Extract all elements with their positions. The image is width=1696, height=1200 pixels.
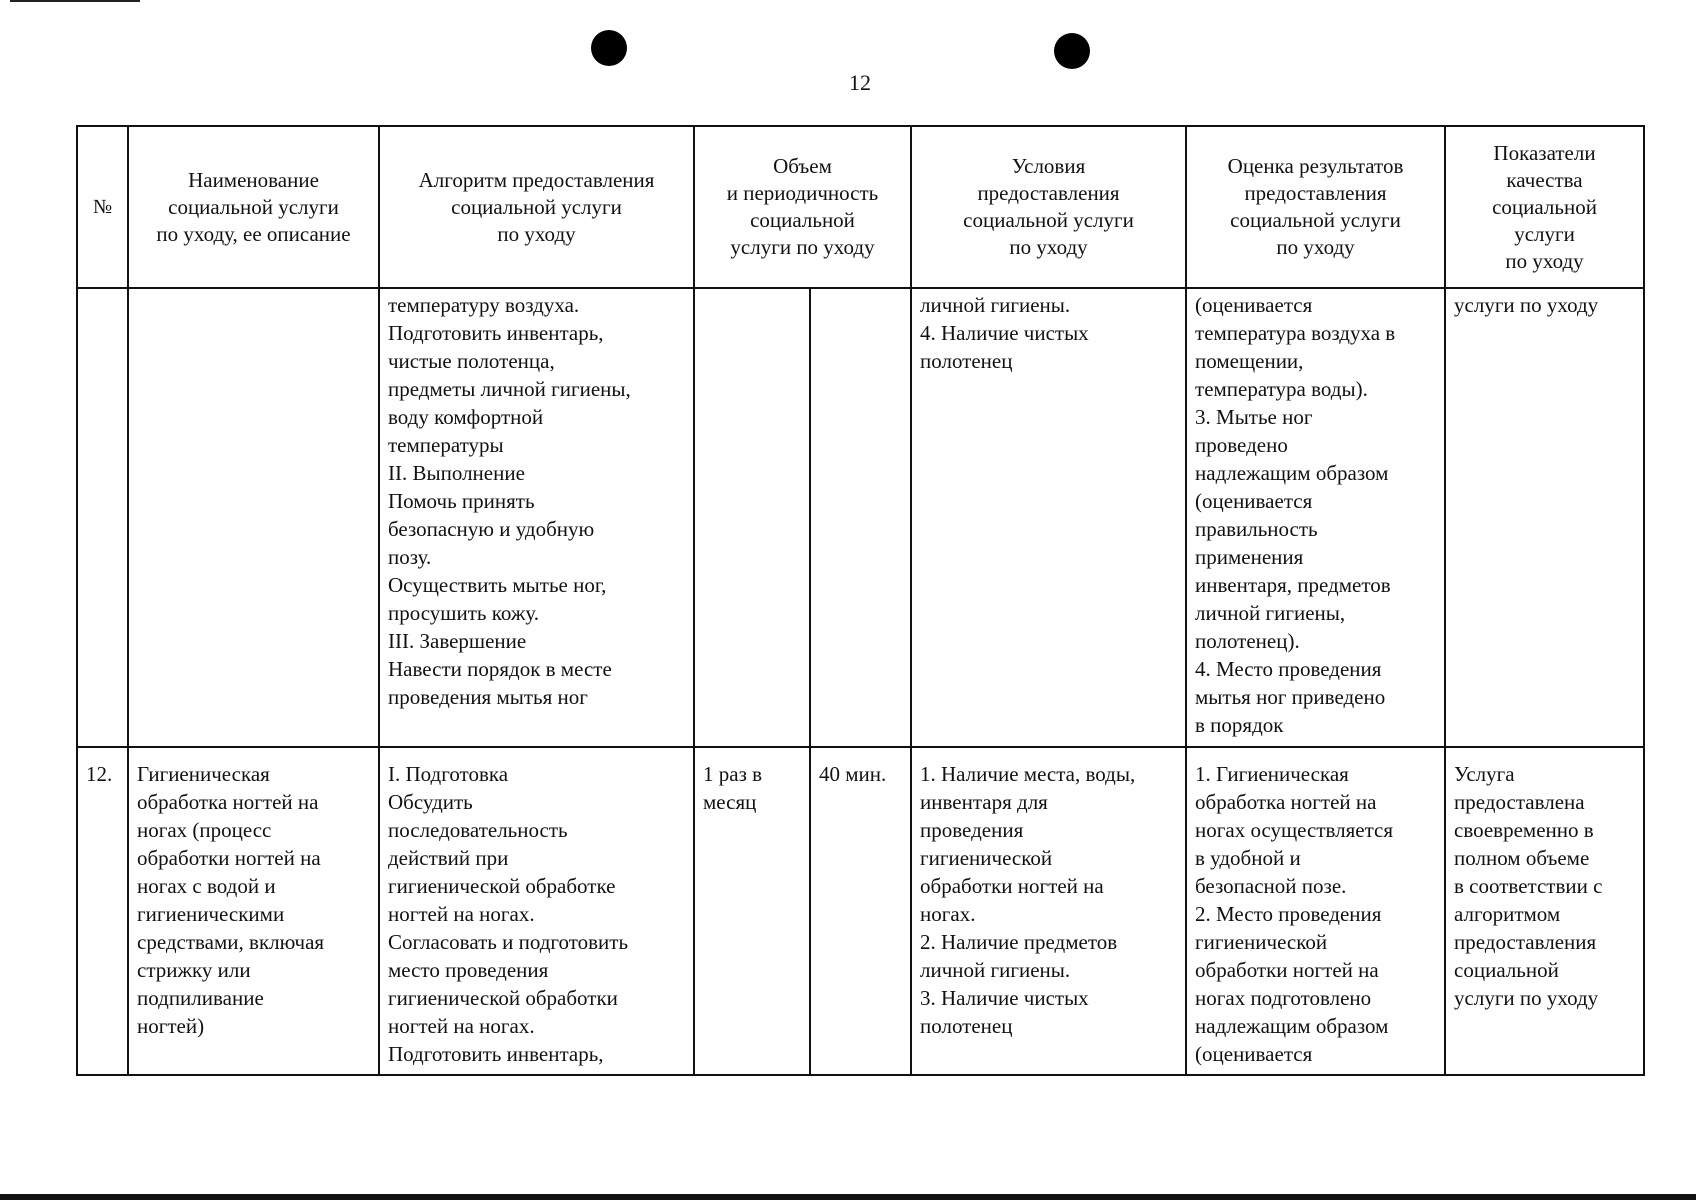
header-algorithm: Алгоритм предоставления социальной услуги по уходу bbox=[379, 126, 694, 288]
table-row bbox=[77, 747, 1644, 1075]
cell-num bbox=[77, 288, 128, 747]
cell-algorithm: I. Подготовка Обсудить последовательность действий при гигиенической обработке ногтей на ногах. Согласовать и подготовить место проведения гигиенической обработки ногтей на ногах. Подготовить инвентарь, bbox=[379, 747, 694, 1075]
cell-num: 12. bbox=[77, 747, 128, 1075]
header-volume: Объем и периодичность социальной услуги по уходу bbox=[694, 126, 911, 288]
cell-quality: Услуга предоставлена своевременно в полном объеме в соответствии с алгоритмом предоставления социальной услуги по уходу bbox=[1445, 747, 1644, 1075]
cell-name: Гигиеническая обработка ногтей на ногах (процесс обработки ногтей на ногах с водой и гигиеническими средствами, включая стрижку или подпиливание ногтей) bbox=[128, 747, 379, 1075]
cell-conditions: личной гигиены. 4. Наличие чистых полотенец bbox=[911, 288, 1186, 747]
cell-duration: 40 мин. bbox=[810, 747, 911, 1075]
punch-hole-right bbox=[1054, 33, 1090, 69]
table-row bbox=[77, 288, 1644, 747]
header-evaluation: Оценка результатов предоставления социальной услуги по уходу bbox=[1186, 126, 1445, 288]
header-quality: Показатели качества социальной услуги по уходу bbox=[1445, 126, 1644, 288]
header-name: Наименование социальной услуги по уходу, ее описание bbox=[128, 126, 379, 288]
page-number: 12 bbox=[849, 70, 871, 95]
cell-frequency: 1 раз в месяц bbox=[694, 747, 810, 1075]
top-rule bbox=[10, 0, 140, 2]
cell-algorithm: температуру воздуха. Подготовить инвентарь, чистые полотенца, предметы личной гигиены, воду комфортной температуры II. Выполнение Помочь принять безопасную и удобную позу. Осуществить мытье ног, просушить кожу. III. Завершение Навести порядок в месте проведения мытья ног bbox=[379, 288, 694, 747]
services-table bbox=[76, 125, 1645, 1076]
table-header-row bbox=[77, 126, 1644, 288]
cell-frequency bbox=[694, 288, 810, 747]
header-num: № bbox=[77, 126, 128, 288]
cell-evaluation: 1. Гигиеническая обработка ногтей на ногах осуществляется в удобной и безопасной позе. 2. Место проведения гигиенической обработки ногтей на ногах подготовлено надлежащим образом (оценивается bbox=[1186, 747, 1445, 1075]
bottom-rule bbox=[0, 1194, 1696, 1200]
header-conditions: Условия предоставления социальной услуги по уходу bbox=[911, 126, 1186, 288]
punch-hole-left bbox=[591, 30, 627, 66]
cell-duration bbox=[810, 288, 911, 747]
cell-name bbox=[128, 288, 379, 747]
cell-evaluation: (оценивается температура воздуха в помещении, температура воды). 3. Мытье ног проведено надлежащим образом (оценивается правильность применения инвентаря, предметов личной гигиены, полотенец). 4. Место проведения мытья ног приведено в порядок bbox=[1186, 288, 1445, 747]
cell-quality: услуги по уходу bbox=[1445, 288, 1644, 747]
cell-conditions: 1. Наличие места, воды, инвентаря для проведения гигиенической обработки ногтей на ногах. 2. Наличие предметов личной гигиены. 3. Наличие чистых полотенец bbox=[911, 747, 1186, 1075]
